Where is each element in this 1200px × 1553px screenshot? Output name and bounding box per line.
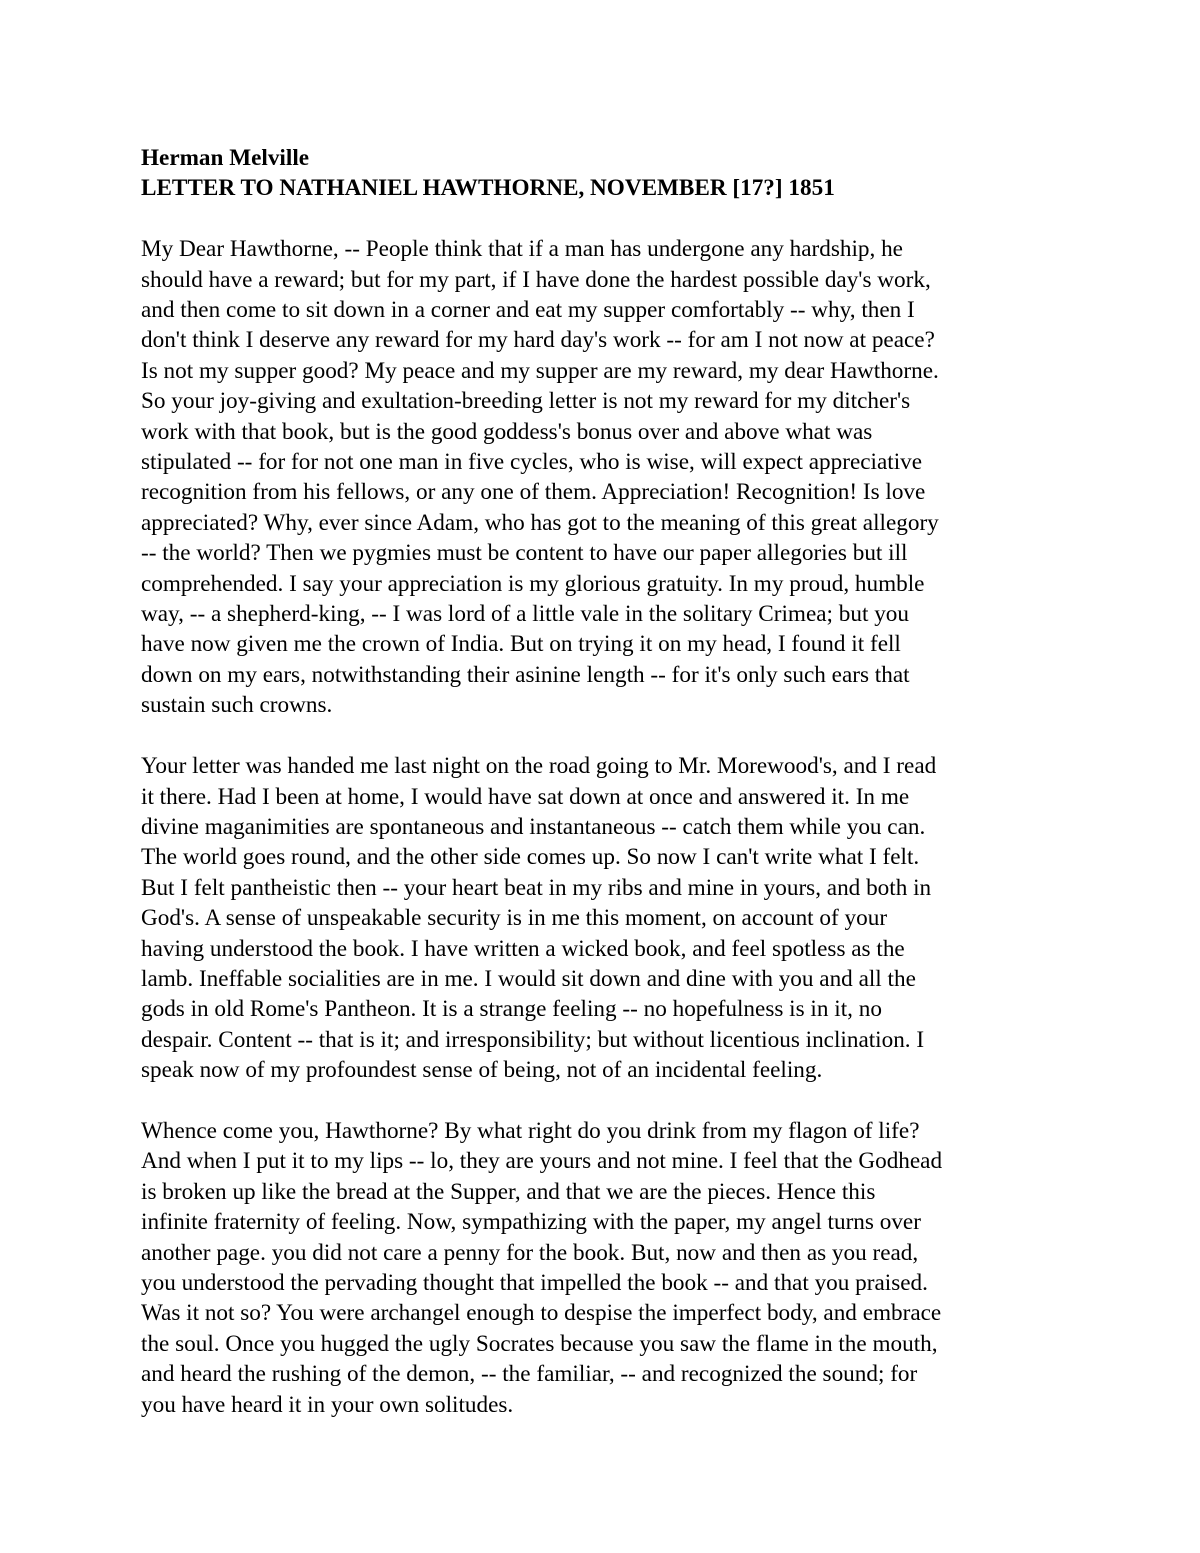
letter-paragraph <box>141 751 1071 1085</box>
author-heading: Herman Melville <box>141 145 310 171</box>
paragraph-line: lamb. Ineffable socialities are in me. I would sit down and dine with you and all the <box>141 965 916 992</box>
paragraph-line: down on my ears, notwithstanding their asinine length -- for it's only such ears that <box>141 661 910 688</box>
paragraph-line: sustain such crowns. <box>141 692 333 719</box>
paragraph-line: And when I put it to my lips -- lo, they are yours and not mine. I feel that the Godhead <box>141 1148 943 1175</box>
paragraph-line: gods in old Rome's Pantheon. It is a strange feeling -- no hopefulness is in it, no <box>141 996 882 1023</box>
letter-paragraph <box>141 1116 1071 1420</box>
paragraph-line: speak now of my profoundest sense of being, not of an incidental feeling. <box>141 1057 823 1084</box>
paragraph-line: My Dear Hawthorne, -- People think that if a man has undergone any hardship, he <box>141 236 903 263</box>
paragraph-line: The world goes round, and the other side comes up. So now I can't write what I felt. <box>141 844 920 871</box>
paragraph-line: despair. Content -- that is it; and irresponsibility; but without licentious inclination. I <box>141 1026 925 1053</box>
paragraph-line: and then come to sit down in a corner and eat my supper comfortably -- why, then I <box>141 297 915 324</box>
paragraph-line: having understood the book. I have written a wicked book, and feel spotless as the <box>141 935 905 962</box>
paragraph-line: God's. A sense of unspeakable security is in me this moment, on account of your <box>141 905 888 932</box>
paragraph-line: But I felt pantheistic then -- your heart beat in my ribs and mine in yours, and both in <box>141 874 932 901</box>
letter-title: LETTER TO NATHANIEL HAWTHORNE, NOVEMBER [17?] 1851 <box>141 175 835 202</box>
paragraph-line: Is not my supper good? My peace and my supper are my reward, my dear Hawthorne. <box>141 357 939 384</box>
paragraph-line: the soul. Once you hugged the ugly Socrates because you saw the flame in the mouth, <box>141 1330 938 1357</box>
paragraph-line: and heard the rushing of the demon, -- the familiar, -- and recognized the sound; for <box>141 1361 918 1388</box>
paragraph-line: should have a reward; but for my part, if I have done the hardest possible day's work, <box>141 266 931 293</box>
paragraph-line: you understood the pervading thought that impelled the book -- and that you praised. <box>141 1269 928 1296</box>
paragraph-line: Whence come you, Hawthorne? By what right do you drink from my flagon of life? <box>141 1117 920 1144</box>
paragraph-line: way, -- a shepherd-king, -- I was lord of a little vale in the solitary Crimea; but you <box>141 601 909 628</box>
paragraph-line: stipulated -- for for not one man in five cycles, who is wise, will expect appreciative <box>141 449 923 476</box>
paragraph-line: another page. you did not care a penny for the book. But, now and then as you read, <box>141 1239 919 1266</box>
paragraph-line: So your joy-giving and exultation-breeding letter is not my reward for my ditcher's <box>141 388 911 415</box>
letter-paragraphs <box>141 234 1071 1420</box>
paragraph-line: Was it not so? You were archangel enough to despise the imperfect body, and embrace <box>141 1300 942 1327</box>
paragraph-line: recognition from his fellows, or any one of them. Appreciation! Recognition! Is love <box>141 479 926 506</box>
letter-paragraph <box>141 234 1071 721</box>
paragraph-line: don't think I deserve any reward for my hard day's work -- for am I not now at peace? <box>141 327 935 354</box>
paragraph-line: infinite fraternity of feeling. Now, sympathizing with the paper, my angel turns over <box>141 1209 921 1236</box>
paragraph-line: you have heard it in your own solitudes. <box>141 1391 514 1418</box>
paragraph-line: have now given me the crown of India. But on trying it on my head, I found it fell <box>141 631 901 658</box>
paragraph-line: divine maganimities are spontaneous and instantaneous -- catch them while you can. <box>141 813 926 840</box>
document-body <box>141 143 1071 1420</box>
paragraph-line: it there. Had I been at home, I would have sat down at once and answered it. In me <box>141 783 910 810</box>
paragraph-line: comprehended. I say your appreciation is my glorious gratuity. In my proud, humble <box>141 570 925 597</box>
paragraph-line: -- the world? Then we pygmies must be content to have our paper allegories but ill <box>141 540 908 567</box>
paragraph-line: Your letter was handed me last night on the road going to Mr. Morewood's, and I read <box>141 753 937 780</box>
paragraph-line: appreciated? Why, ever since Adam, who has got to the meaning of this great allegory <box>141 509 939 536</box>
paragraph-line: work with that book, but is the good goddess's bonus over and above what was <box>141 418 873 445</box>
paragraph-line: is broken up like the bread at the Supper, and that we are the pieces. Hence this <box>141 1178 876 1205</box>
